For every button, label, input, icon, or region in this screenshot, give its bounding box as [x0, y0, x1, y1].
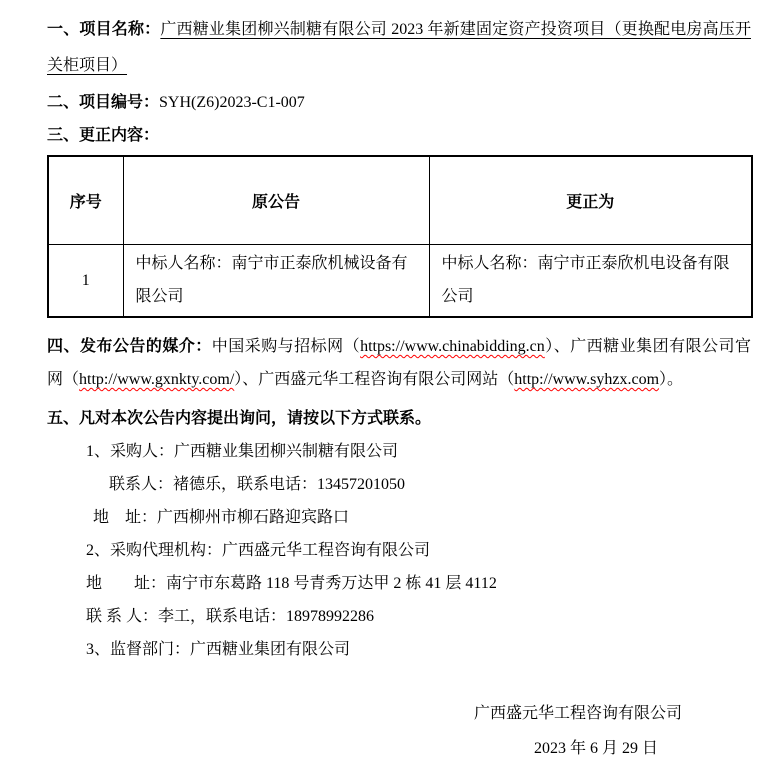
project-name-text: 广西糖业集团柳兴制糖有限公司 2023 年新建固定资产投资项目（更换配电房高压开关柜项目） — [47, 21, 751, 74]
table-header-row — [48, 156, 752, 244]
project-code-label: 二、项目编号： — [47, 94, 160, 111]
footer-company: 广西盛元华工程咨询有限公司 — [473, 705, 682, 722]
header-cell-original: 原公告 — [123, 156, 429, 244]
media-label: 四、发布公告的媒介： — [47, 338, 212, 355]
media-text-1: 中国采购与招标网（ — [211, 338, 361, 355]
section-project-name — [47, 12, 751, 84]
row-corrected-cell: 中标人名称：南宁市正泰欣机电设备有限公司 — [429, 244, 752, 317]
media-text-2: ）、广西糖业集团有限公司官网（ — [47, 338, 751, 388]
agency-contact-line: 联 系 人：李工，联系电话：18978992286 — [86, 608, 375, 625]
section-correction-content — [47, 121, 751, 151]
agency-line: 2、采购代理机构：广西盛元华工程咨询有限公司 — [86, 542, 431, 559]
purchaser-line: 1、采购人：广西糖业集团柳兴制糖有限公司 — [86, 443, 399, 460]
project-code-value: SYH(Z6)2023-C1-007 — [159, 94, 305, 111]
footer-date: 2023 年 6 月 29 日 — [533, 740, 658, 757]
agency-address-line: 地 址：南宁市东葛路 118 号青秀万达甲 2 栋 41 层 4112 — [86, 575, 497, 592]
correction-content-label: 三、更正内容： — [47, 127, 160, 144]
document-footer — [47, 696, 751, 766]
supervisor-line: 3、监督部门：广西糖业集团有限公司 — [86, 641, 351, 658]
row-no-cell: 1 — [48, 244, 123, 317]
row-original-cell: 中标人名称：南宁市正泰欣机械设备有限公司 — [123, 244, 429, 317]
project-name-label: 一、项目名称： — [47, 21, 161, 38]
purchaser-contact-line: 联系人：褚德乐，联系电话：13457201050 — [109, 476, 406, 493]
contact-section-heading: 五、凡对本次公告内容提出询问，请按以下方式联系。 — [47, 410, 432, 427]
media-text-4: ）。 — [659, 371, 684, 388]
purchaser-address-line: 地 址：广西柳州市柳石路迎宾路口 — [93, 509, 350, 526]
url-gxnkty: http://www.gxnkty.com/ — [79, 371, 235, 388]
table-row — [48, 244, 752, 317]
correction-table — [47, 155, 753, 318]
header-cell-no: 序号 — [48, 156, 123, 244]
url-syhzx: http://www.syhzx.com — [514, 371, 660, 388]
media-text-3: ）、广西盛元华工程咨询有限公司网站（ — [234, 371, 515, 388]
section-media — [47, 330, 751, 396]
url-chinabidding: https://www.chinabidding.cn — [360, 338, 545, 355]
header-cell-corrected: 更正为 — [429, 156, 752, 244]
section-project-code — [47, 86, 751, 119]
